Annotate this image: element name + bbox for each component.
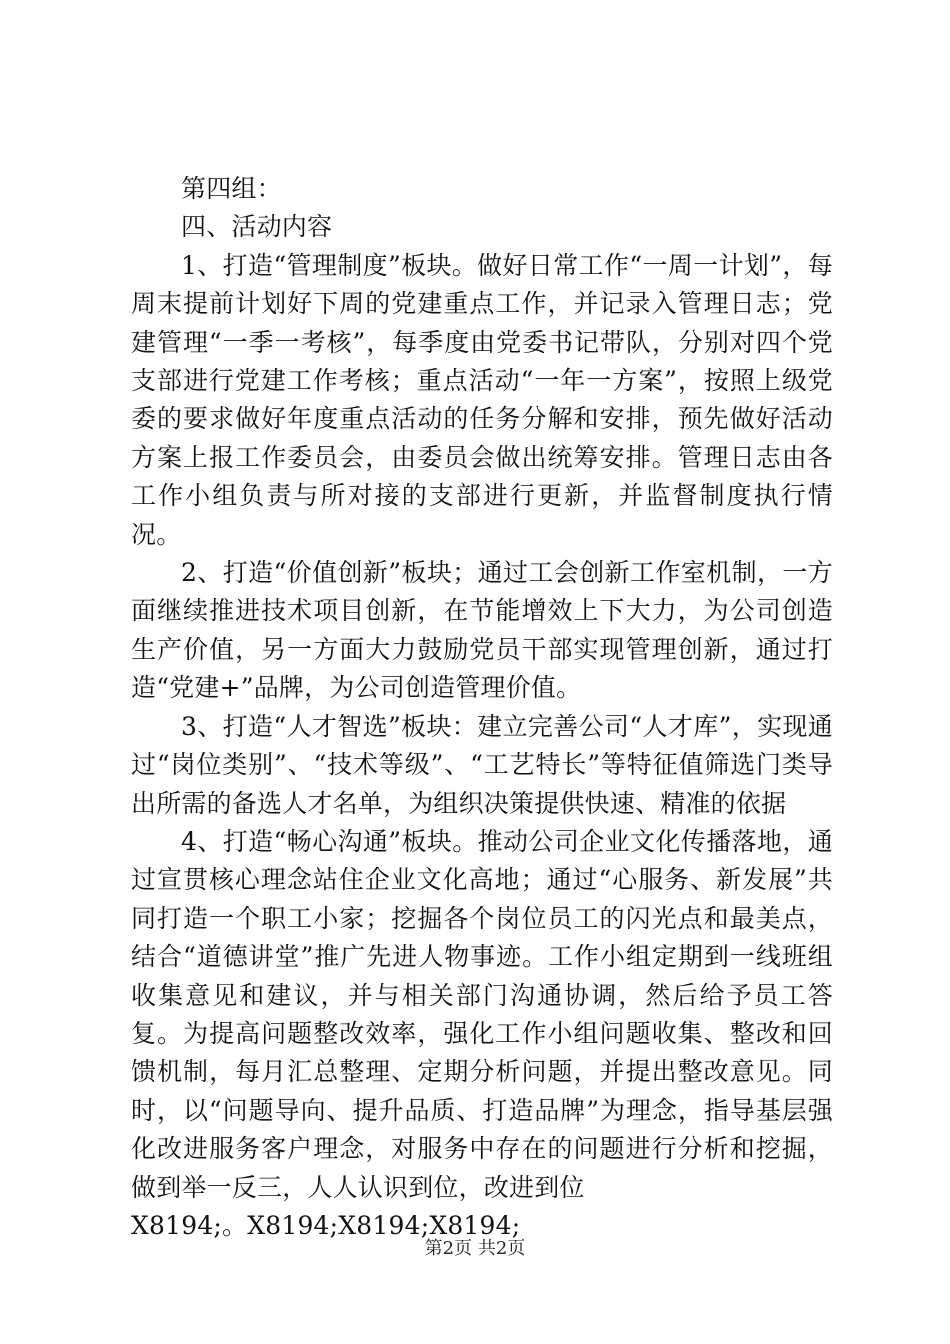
section-heading: 四、活动内容 xyxy=(181,212,333,242)
page-footer: 第2页 共2页 xyxy=(424,1238,526,1259)
trailing-code-line: X8194;。X8194;X8194;X8194; xyxy=(131,1210,521,1240)
paragraph-value-innovation: 2、打造“价值创新”板块；通过工会创新工作室机制，一方面继续推进技术项目创新，在节能增效上下大力，为公司创造生产价值，另一方面大力鼓励党员干部实现管理创新，通过打造“党建+”品牌，为公司创造管理价值。 xyxy=(131,558,833,703)
document-body xyxy=(131,170,833,1245)
paragraph-communication: 4、打造“畅心沟通”板块。推动公司企业文化传播落地，通过宣贯核心理念站住企业文化高地；通过“心服务、新发展”共同打造一个职工小家；挖掘各个岗位员工的闪光点和最美点，结合“道德讲堂”推广先进人物事迹。工作小组定期到一线班组收集意见和建议，并与相关部门沟通协调，然后给予员工答复。为提高问题整改效率，强化工作小组问题收集、整改和回馈机制，每月汇总整理、定期分析问题，并提出整改意见。同时，以“问题导向、提升品质、打造品牌”为理念，指导基层强化改进服务客户理念，对服务中存在的问题进行分析和挖掘，做到举一反三，人人认识到位，改进到位 xyxy=(131,826,833,1202)
paragraph-talent-selection: 3、打造“人才智选”板块：建立完善公司“人才库”，实现通过“岗位类别”、“技术等级”、“工艺特长”等特征值筛选门类导出所需的备选人才名单，为组织决策提供快速、精准的依据 xyxy=(131,711,833,818)
paragraph-management-system: 1、打造“管理制度”板块。做好日常工作“一周一计划”，每周末提前计划好下周的党建重点工作，并记录入管理日志；党建管理“一季一考核”，每季度由党委书记带队，分别对四个党支部进行党建工作考核；重点活动“一年一方案”，按照上级党委的要求做好年度重点活动的任务分解和安排，预先做好活动方案上报工作委员会，由委员会做出统筹安排。管理日志由各工作小组负责与所对接的支部进行更新，并监督制度执行情况。 xyxy=(131,250,833,549)
group-heading: 第四组： xyxy=(181,174,282,203)
